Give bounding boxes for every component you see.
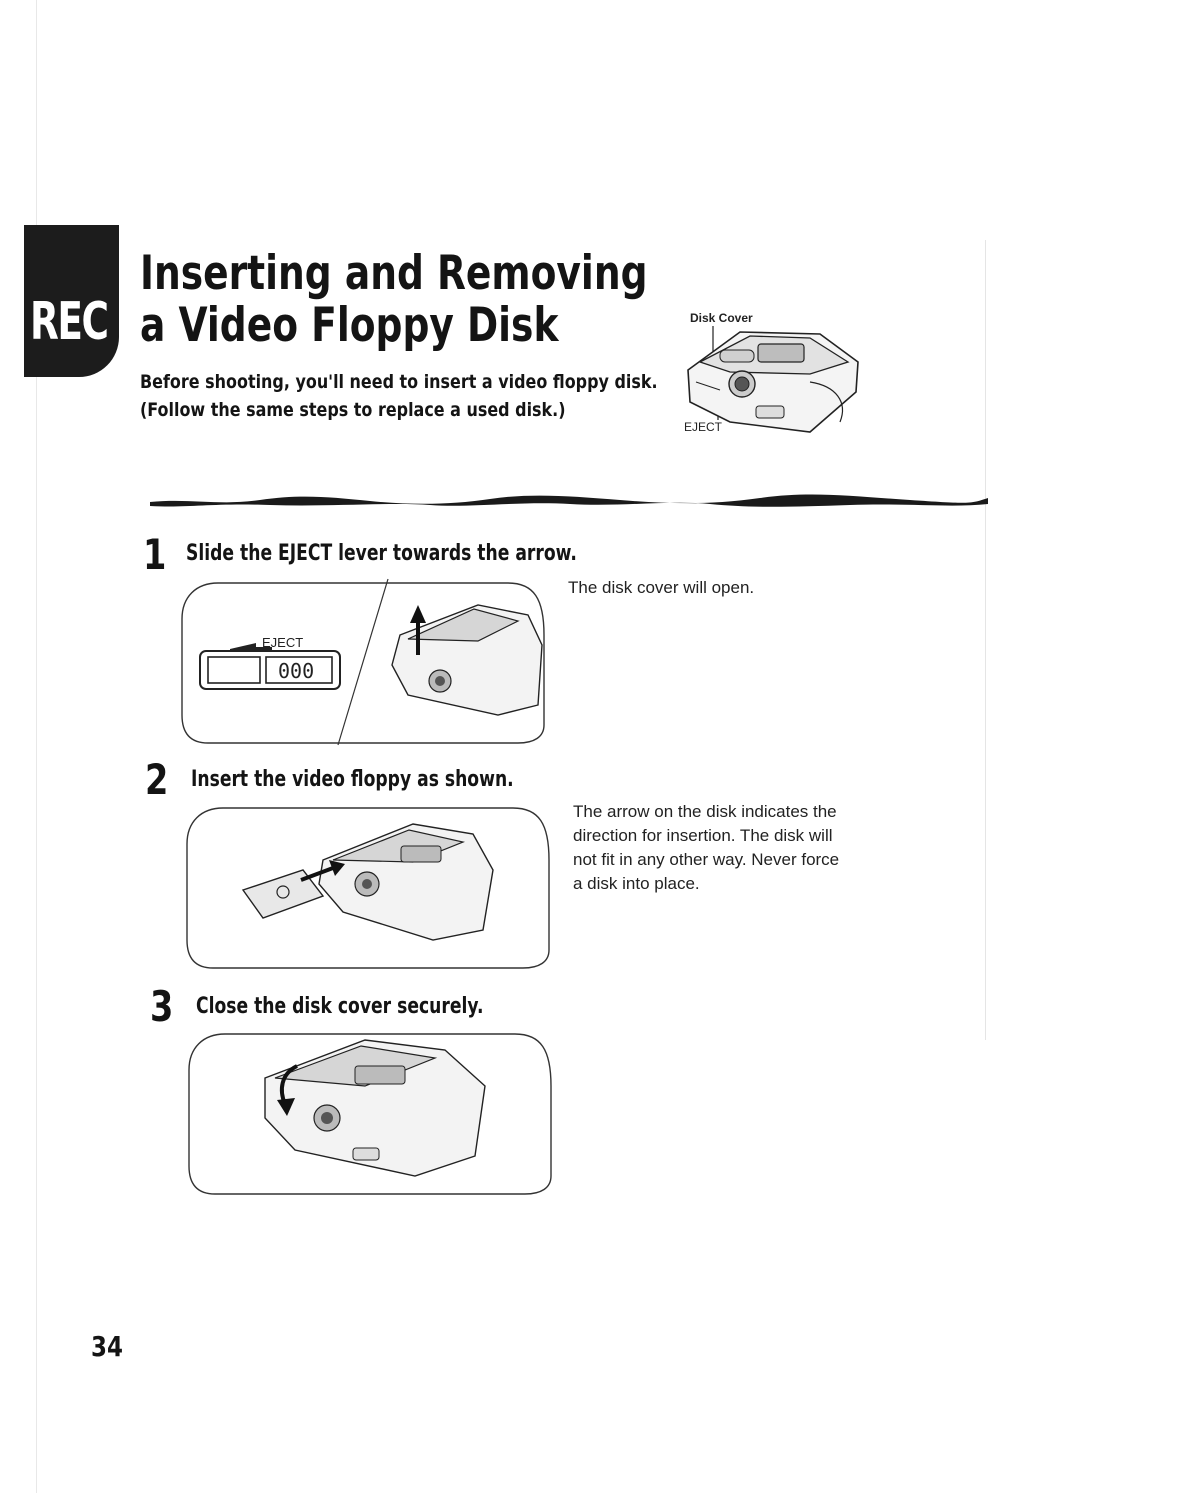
page-number: 34	[91, 1330, 123, 1363]
step-1-inset-label: EJECT	[262, 635, 304, 650]
step-1-inset-window: 000	[278, 659, 315, 683]
intro-text	[140, 368, 658, 424]
intro-line-1: Before shooting, you'll need to insert a video floppy disk.	[140, 371, 658, 393]
step-1-illustration	[178, 575, 548, 747]
step-3-illustration	[185, 1026, 555, 1198]
step-2-illustration	[183, 800, 553, 972]
camera-illustration	[660, 322, 870, 442]
step-2-description-line-3: not fit in any other way. Never force	[573, 850, 840, 869]
step-2-description-line-4: a disk into place.	[573, 874, 700, 893]
step-2-number: 2	[145, 755, 169, 804]
step-1-description	[568, 576, 754, 600]
section-tab-label: REC	[30, 292, 108, 352]
page-title	[140, 248, 648, 352]
intro-line-2: (Follow the same steps to replace a used disk.)	[140, 399, 566, 421]
scan-edge-left	[36, 0, 37, 1493]
step-3-number: 3	[150, 982, 174, 1031]
page-title-line-1: Inserting and Removing	[140, 246, 648, 301]
scan-edge-right	[985, 240, 986, 1040]
section-divider	[150, 488, 990, 514]
disk-cover-label: Disk Cover	[690, 311, 753, 325]
step-1-title: Slide the EJECT lever towards the arrow.	[186, 541, 577, 566]
step-2-description-line-2: direction for insertion. The disk will	[573, 826, 833, 845]
step-2-description	[573, 800, 839, 896]
step-1-description-line: The disk cover will open.	[568, 578, 755, 597]
step-2-title: Insert the video floppy as shown.	[191, 767, 514, 792]
page-title-line-2: a Video Floppy Disk	[140, 298, 559, 353]
step-3-title: Close the disk cover securely.	[196, 994, 484, 1019]
eject-label: EJECT	[684, 420, 723, 434]
step-1-number: 1	[143, 530, 167, 579]
step-2-description-line-1: The arrow on the disk indicates the	[573, 802, 837, 821]
